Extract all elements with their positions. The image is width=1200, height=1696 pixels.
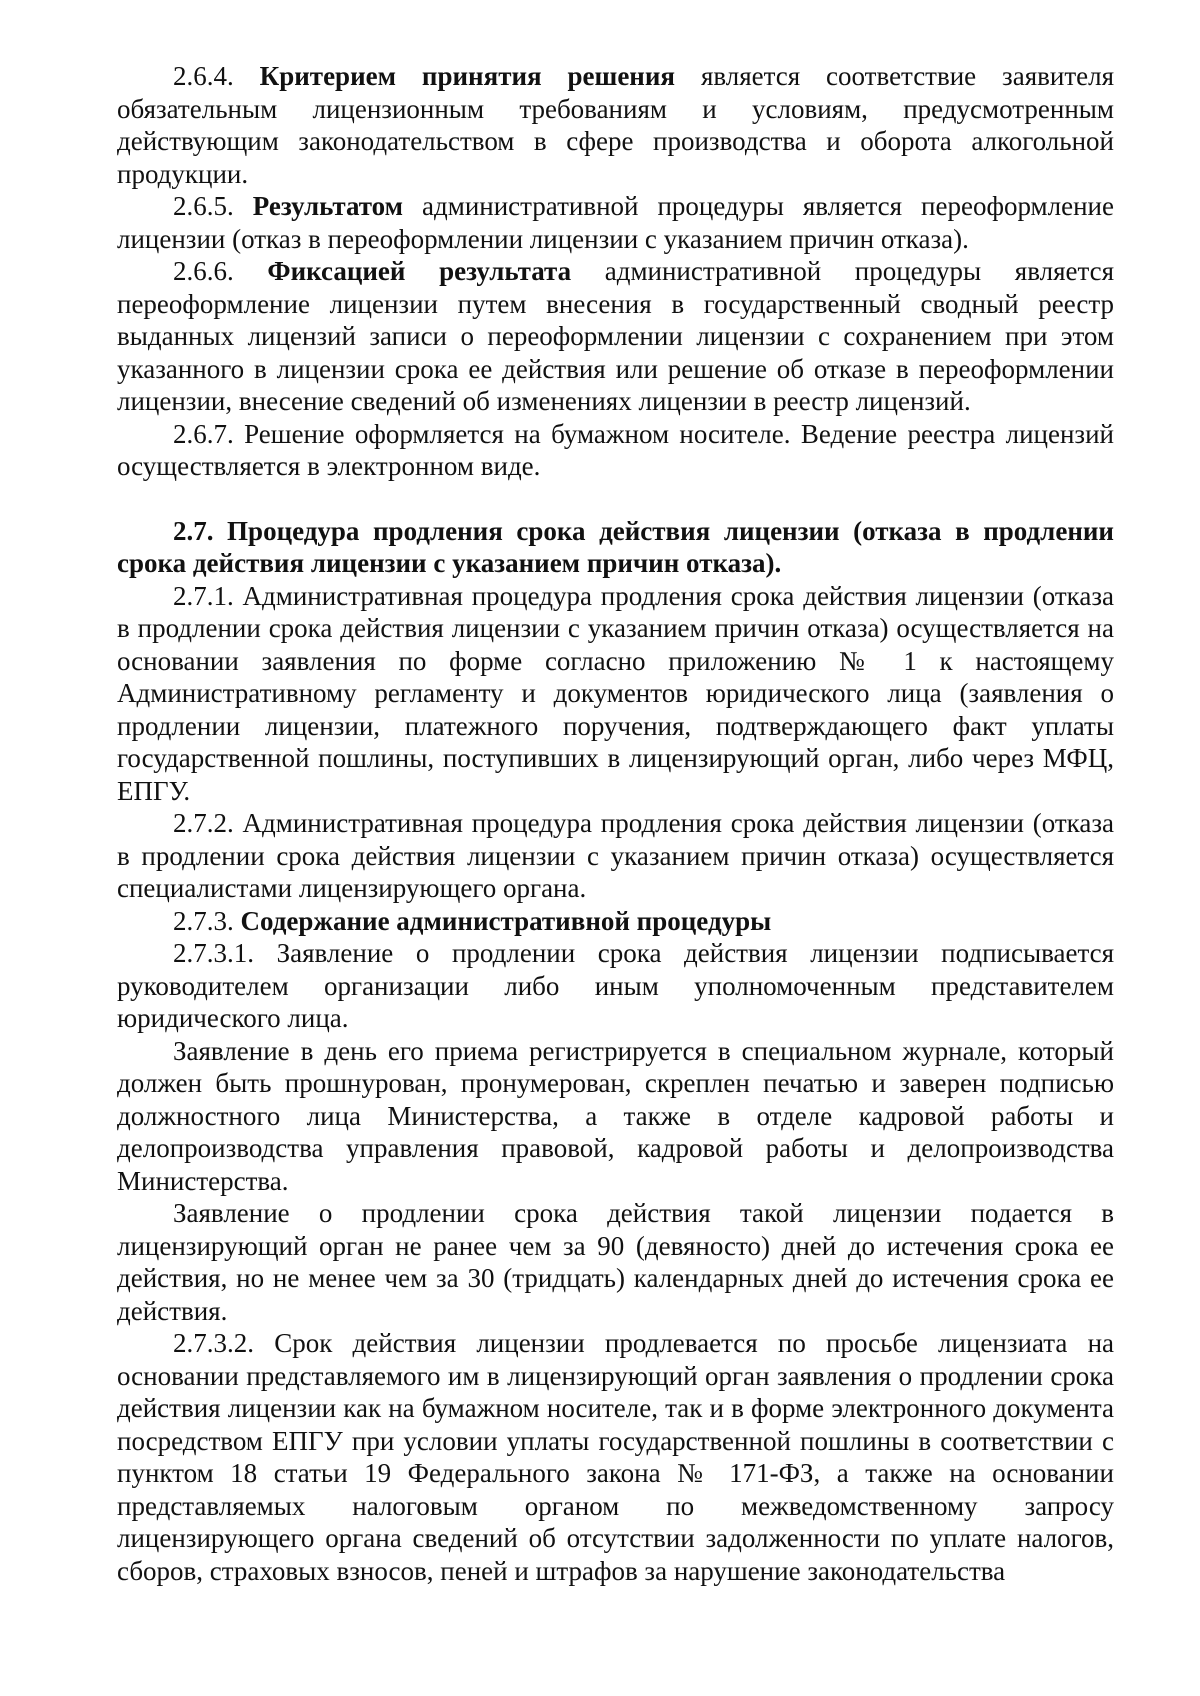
- paragraph-text: административной процедуры является переоформление лицензии (отказ в переоформлении лицензии с указанием причин отказа).: [117, 191, 1114, 254]
- section-spacer: [117, 483, 1114, 515]
- paragraph-2-6-7: 2.6.7. Решение оформляется на бумажном носителе. Ведение реестра лицензий осуществляется в электронном виде.: [117, 418, 1114, 481]
- paragraph-2-7-3-2: 2.7.3.2. Срок действия лицензии продлевается по просьбе лицензиата на основании представляемого им в лицензирующий орган заявления о продлении срока действия лицензии как на бумажном носителе, так и в форме электронного документа посредством ЕПГУ при условии уплаты государственной пошлины в соответствии с пунктом 18 статьи 19 Федерального закона № 171-ФЗ, а также на основании представляемых налоговым органом по межведомственному запросу лицензирующего органа сведений об отсутствии задолженности по уплате налогов, сборов, страховых взносов, пеней и штрафов за нарушение законодательства: [117, 1328, 1114, 1586]
- section-heading-2-7: 2.7. Процедура продления срока действия лицензии (отказа в продлении срока действия лицензии с указанием причин отказа).: [117, 515, 1114, 578]
- bold-term: Фиксацией результата: [267, 256, 572, 286]
- bold-term: Критерием принятия решения: [259, 61, 676, 91]
- paragraph-number: 2.6.6.: [173, 256, 234, 286]
- bold-term: Содержание административной процедуры: [240, 905, 772, 936]
- paragraph-2-6-5: [117, 190, 1114, 255]
- paragraph-text: является соответствие заявителя обязательным лицензионным требованиям и условиям, предусмотренным действующим законодательством в сфере производства и оборота алкогольной продукции.: [117, 61, 1114, 189]
- paragraph-text: административной процедуры является переоформление лицензии путем внесения в государственный сводный реестр выданных лицензий записи о переоформлении лицензии с сохранением при этом указанного в лицензии срока ее действия или решение об отказе в переоформлении лицензии, внесение сведений об изменениях лицензии в реестр лицензий.: [117, 256, 1115, 416]
- paragraph-2-7-3: [117, 905, 1114, 938]
- paragraph-2-6-6: [117, 255, 1114, 418]
- paragraph-2-6-4: [117, 60, 1114, 190]
- bold-term: Результатом: [252, 191, 404, 221]
- paragraph-number: 2.7.3.: [173, 905, 234, 936]
- paragraph-number: 2.6.4.: [173, 61, 234, 91]
- paragraph-2-7-3-1-registration: Заявление в день его приема регистрируется в специальном журнале, который должен быть прошнурован, пронумерован, скреплен печатью и заверен подписью должностного лица Министерства, а также в отделе кадровой работы и делопроизводства управления правовой, кадровой работы и делопроизводства Министерства.: [117, 1035, 1114, 1196]
- paragraph-2-7-3-1-deadline: Заявление о продлении срока действия такой лицензии подается в лицензирующий орган не ранее чем за 90 (девяносто) дней до истечения срока ее действия, но не менее чем за 30 (тридцать) календарных дней до истечения срока ее действия.: [117, 1198, 1114, 1326]
- paragraph-2-7-2: 2.7.2. Административная процедура продления срока действия лицензии (отказа в продлении срока действия лицензии с указанием причин отказа) осуществляется специалистами лицензирующего органа.: [117, 808, 1114, 903]
- paragraph-number: 2.6.5.: [173, 191, 234, 221]
- paragraph-2-7-3-1: 2.7.3.1. Заявление о продлении срока действия лицензии подписывается руководителем организации либо иным уполномоченным представителем юридического лица.: [117, 938, 1114, 1033]
- paragraph-2-7-1: 2.7.1. Административная процедура продления срока действия лицензии (отказа в продлении срока действия лицензии с указанием причин отказа) осуществляется на основании заявления по форме согласно приложению № 1 к настоящему Административному регламенту и документов юридического лица (заявления о продлении лицензии, платежного поручения, подтверждающего факт уплаты государственной пошлины, поступивших в лицензирующий орган, либо через МФЦ, ЕПГУ.: [117, 580, 1114, 806]
